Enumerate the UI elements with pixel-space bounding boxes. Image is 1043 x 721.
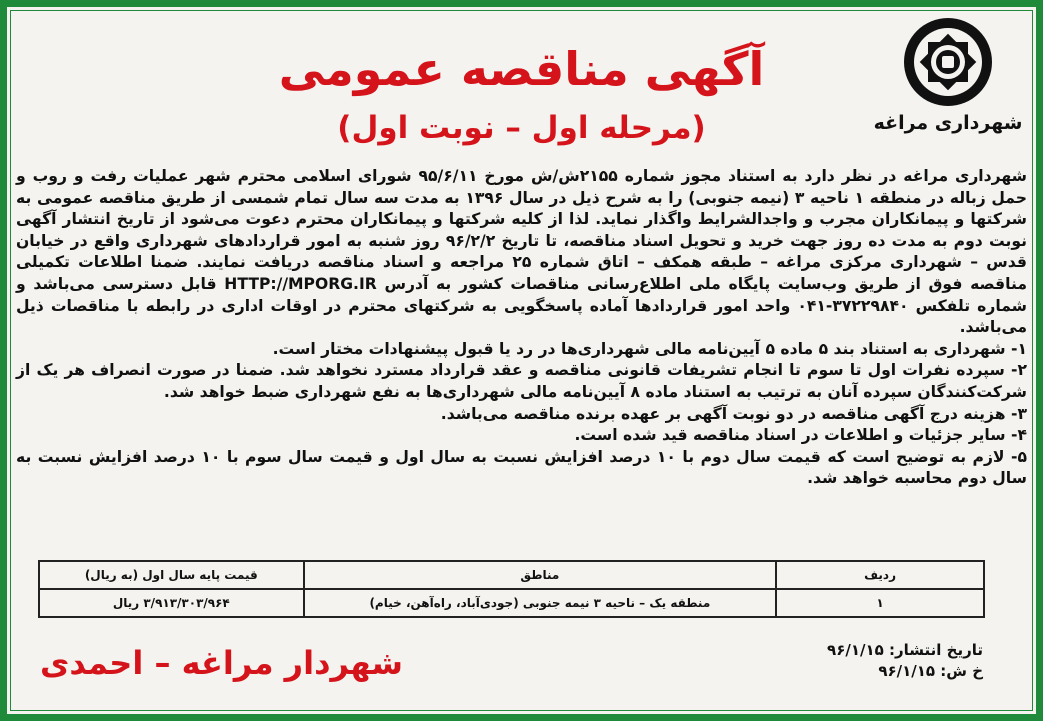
- header-row-number: ردیف: [776, 561, 984, 589]
- notice-code: خ ش: ۹۶/۱/۱۵: [878, 662, 983, 680]
- organization-name: شهرداری مراغه: [873, 112, 1023, 134]
- header-base-price: قیمت پایه سال اول (به ریال): [39, 561, 304, 589]
- header-zones: مناطق: [304, 561, 777, 589]
- notice-subtitle: (مرحله اول – نوبت اول): [337, 110, 706, 146]
- municipality-emblem-icon: [902, 16, 994, 108]
- tender-table: [38, 560, 985, 618]
- table-row: [39, 589, 984, 617]
- condition-item: ۳- هزینه درج آگهی مناقصه در دو نوبت آگهی بر عهده برنده مناقصه می‌باشد.: [440, 404, 1027, 423]
- notice-title: آگهی مناقصه عمومی: [278, 42, 765, 96]
- cell-base-price: ۳/۹۱۳/۳۰۳/۹۶۴ ریال: [39, 589, 304, 617]
- condition-item: ۵- لازم به توضیح است که قیمت سال دوم با ۱۰ درصد افزایش نسبت به سال اول و قیمت سال سوم با ۱۰ درصد افزایش نسبت به سال دوم محاسبه خواهد شد.: [16, 447, 1028, 488]
- header-logo: [873, 16, 1023, 156]
- notice-body: [16, 166, 1027, 490]
- publication-info: [827, 640, 983, 682]
- table-header-row: [39, 561, 984, 589]
- tender-table-wrap: [38, 560, 985, 618]
- publish-date: تاریخ انتشار: ۹۶/۱/۱۵: [827, 641, 983, 659]
- condition-item: ۱- شهرداری به استناد بند ۵ ماده ۵ آیین‌نامه مالی شهرداری‌ها در رد یا قبول پیشنهادات مختار است.: [272, 339, 1027, 358]
- cell-zone: منطقه یک – ناحیه ۳ نیمه جنوبی (جودی‌آباد، راه‌آهن، خیام): [304, 589, 777, 617]
- mayor-signature: شهردار مراغه – احمدی: [40, 644, 403, 682]
- condition-item: ۴- سایر جزئیات و اطلاعات در اسناد مناقصه قید شده است.: [574, 426, 1027, 445]
- intro-paragraph: شهرداری مراغه در نظر دارد به استناد مجوز شماره ۲۱۵۵ش/ش مورخ ۹۵/۶/۱۱ شورای اسلامی محترم شهر عملیات رفت و روب و حمل زباله در منطقه ۱ ناحیه ۳ (نیمه جنوبی) را به شرح ذیل در سال ۱۳۹۶ به مدت سه سال تمام شمسی از طریق مناقصه عمومی به شرکتها و پیمانکاران مجرب و واجدالشرایط واگذار نماید. لذا از کلیه شرکتها و پیمانکاران محترم دعوت می‌شود از تاریخ انتشار آگهی نوبت دوم به مدت ده روز جهت خرید و تحویل اسناد مناقصه، تا تاریخ ۹۶/۲/۲ روز شنبه به امور قراردادهای شهرداری واقع در خیابان قدس – شهرداری مرکزی مراغه – طبقه همکف – اتاق شماره ۲۵ مراجعه و اسناد مناقصه دریافت نمایند. ضمنا اطلاعات تکمیلی مناقصه فوق از طریق وب‌سایت پایگاه ملی اطلاع‌رسانی مناقصات کشور به آدرس HTTP://MPORG.IR قابل دسترسی می‌باشد و شماره تلفکس ۳۷۲۲۹۸۴۰-۰۴۱ واحد امور قراردادها آماده پاسخگویی به شرکتهای محترم در اوقات اداری در رابطه با مناقصات ذیل می‌باشد.: [16, 167, 1028, 337]
- conditions-list: [16, 339, 1027, 490]
- cell-row-number: ۱: [776, 589, 984, 617]
- condition-item: ۲- سپرده نفرات اول تا سوم تا انجام تشریفات قانونی مناقصه و عقد قرارداد مسترد نخواهد شد. ضمنا در صورت انصراف هر یک از شرکت‌کنندگان سپرده آنان به ترتیب به استناد ماده ۸ آیین‌نامه مالی شهرداری‌ها به نفع شهرداری ضبط خواهد شد.: [16, 361, 1027, 401]
